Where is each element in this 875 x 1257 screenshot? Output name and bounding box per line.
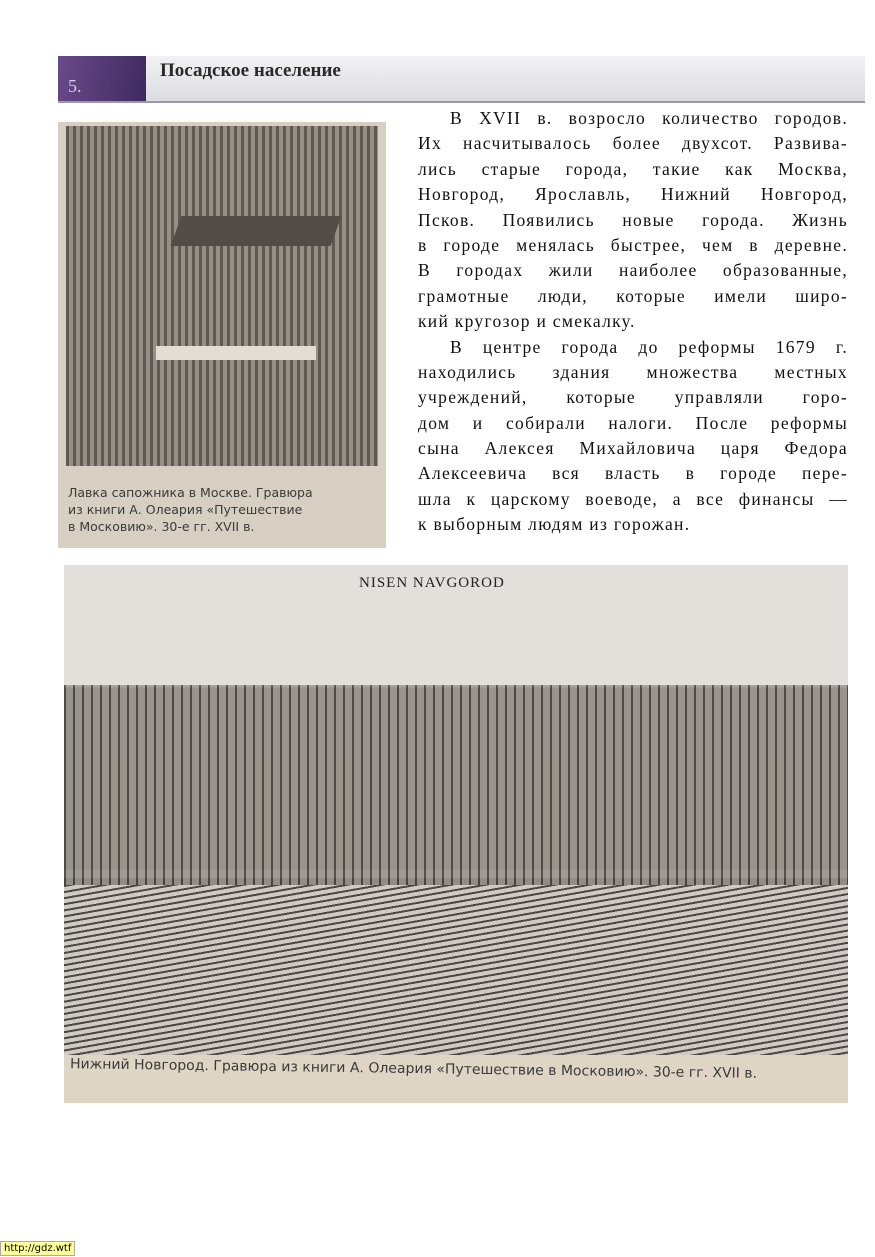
text-line: находились здания множества местных — [418, 361, 848, 382]
shoemaker-engraving-image — [66, 126, 378, 466]
nizhny-novgorod-engraving-image — [64, 565, 848, 1055]
text-line: сына Алексея Михайловича царя Федора — [418, 438, 848, 459]
text-line: шла к царскому воеводе, а все финансы — — [418, 488, 848, 509]
text-line: в городе менялась быстрее, чем в деревне. — [418, 234, 848, 255]
text-line: Псков. Появились новые города. Жизнь — [418, 209, 848, 230]
text-line: к выборным людям из горожан. — [418, 514, 691, 535]
text-line: дом и собирали налоги. После реформы — [418, 412, 848, 433]
section-title: Посадское население — [160, 60, 341, 81]
figure1-caption — [68, 484, 313, 535]
source-link[interactable]: http://gdz.wtf — [0, 1241, 75, 1256]
text-line: В центре города до реформы 1679 г. — [450, 336, 848, 357]
figure2-caption: Нижний Новгород. Гравюра из книги А. Олеария «Путешествие в Московию». 30-е гг. XVII в. — [69, 1056, 758, 1082]
caption-line: из книги А. Олеария «Путешествие — [68, 502, 303, 517]
text-line: В XVII в. возросло количество городов. — [450, 108, 848, 128]
section-number-badge — [58, 56, 146, 101]
engraving-label: NISEN NAVGOROD — [359, 575, 505, 591]
text-line: Алексеевича вся власть в городе пере- — [418, 463, 848, 484]
text-line: кий кругозор и смекалку. — [418, 311, 636, 332]
text-line: Новгород, Ярославль, Нижний Новгород, — [418, 184, 848, 205]
section-number: 5. — [68, 76, 82, 96]
caption-line: Лавка сапожника в Москве. Гравюра — [68, 485, 313, 500]
text-line: учреждений, которые управляли горо- — [418, 387, 848, 408]
text-line: Их насчитывалось более двухсот. Развива- — [418, 133, 848, 154]
body-text — [418, 106, 848, 538]
nizhny-novgorod-figure — [64, 565, 848, 1103]
shoemaker-shop-figure — [58, 122, 386, 548]
text-line: грамотные люди, которые имели широ- — [418, 285, 848, 306]
caption-line: в Московию». 30-е гг. XVII в. — [68, 519, 255, 534]
text-line: лись старые города, такие как Москва, — [418, 158, 848, 179]
section-header — [58, 56, 865, 103]
text-line: В городах жили наиболее образованные, — [418, 260, 848, 281]
